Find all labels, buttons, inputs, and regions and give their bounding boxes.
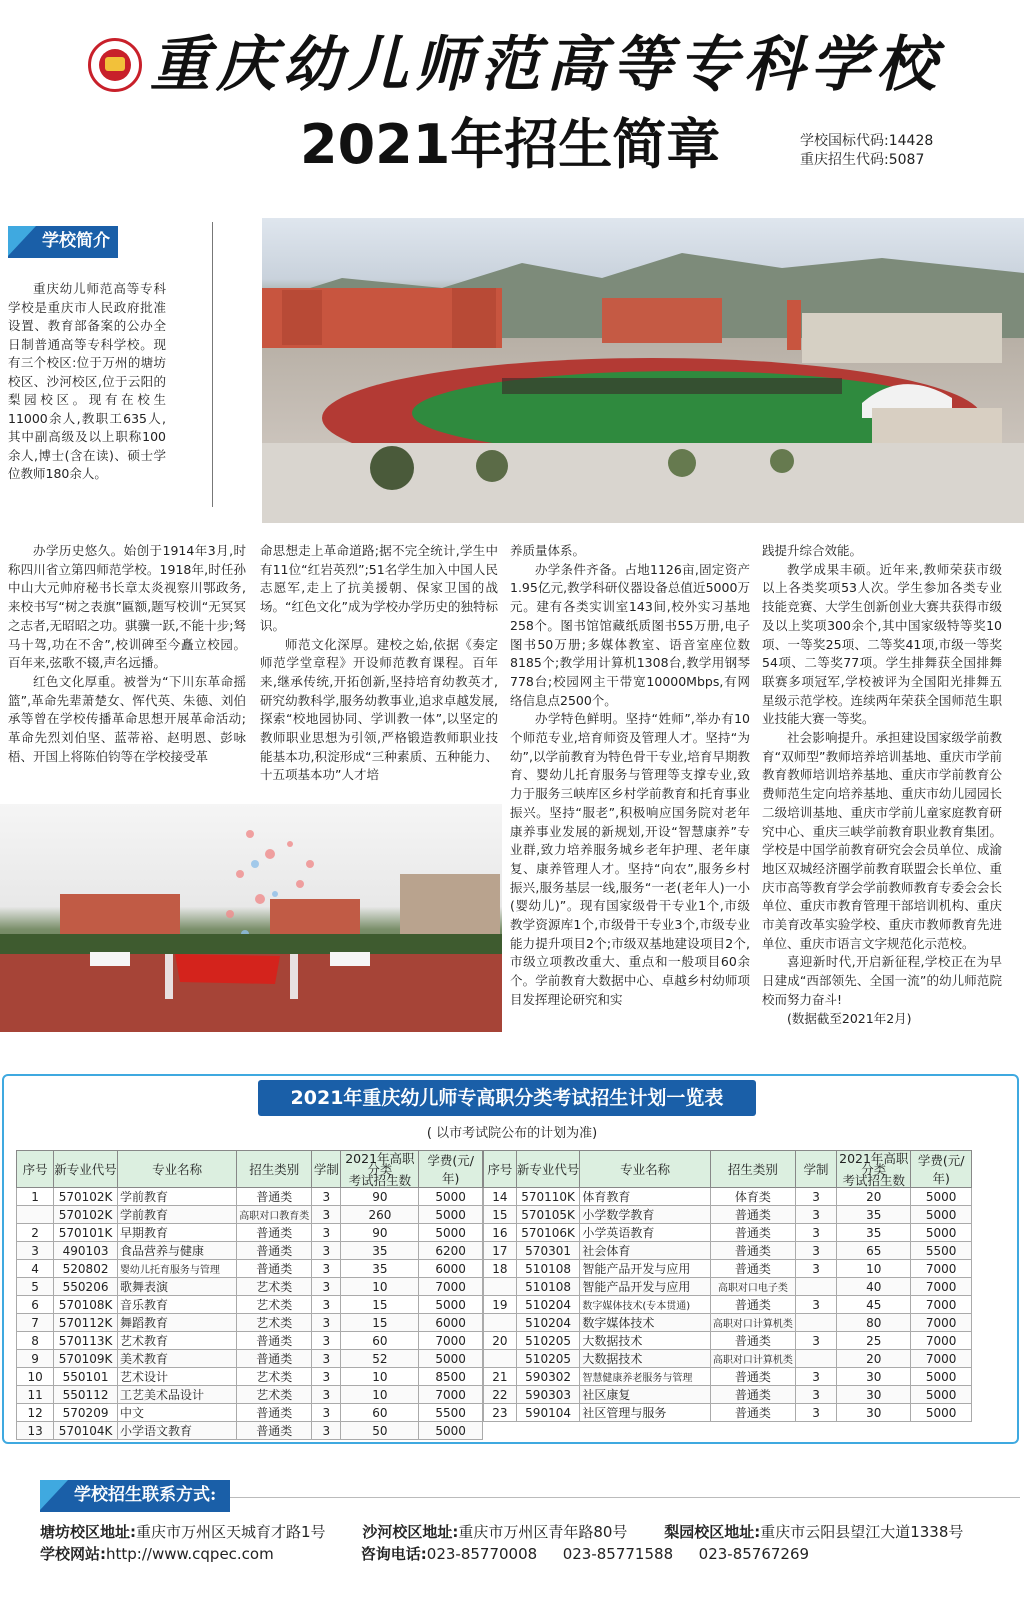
national-code: 学校国标代码:14428 [800, 133, 934, 149]
cell-years: 3 [312, 1224, 341, 1242]
cell-count: 260 [341, 1206, 419, 1224]
cell-count: 15 [341, 1296, 419, 1314]
table-row [17, 1260, 483, 1278]
cell-major: 早期教育 [117, 1224, 236, 1242]
table-row [17, 1422, 483, 1440]
cell-fee: 5000 [911, 1404, 972, 1422]
cell-code: 570106K [516, 1224, 580, 1242]
cell-fee: 8500 [419, 1368, 483, 1386]
cell-major: 音乐教育 [117, 1296, 236, 1314]
table-row [484, 1386, 972, 1404]
header-count: 2021年高职分类 考试招生数 [837, 1151, 911, 1188]
phone-label: 咨询电话: [360, 1545, 427, 1563]
cell-category: 普通类 [237, 1188, 312, 1206]
cell-code: 570101K [54, 1224, 118, 1242]
cell-code: 570112K [54, 1314, 118, 1332]
liyuan-address: 重庆市云阳县望江大道1338号 [760, 1523, 964, 1541]
cell-count: 30 [837, 1386, 911, 1404]
cell-code: 590104 [516, 1404, 580, 1422]
paragraph-achievements: 教学成果丰硕。近年来,教师荣获市级以上各类奖项53人次。学生参加各类专业技能竞赛、大学生创新创业大赛共获得市级及以上奖项300余个,其中国家级特等奖10项、一等奖25项、二等奖41项,市级一等奖54项、二等奖77项。学生排舞获全国排舞联赛多项冠军,学校被评为全国阳光排舞五星级示范学校。连续两年荣获全国师范生职业技能大赛一等奖。 [762, 561, 1002, 727]
cell-category: 艺术类 [237, 1386, 312, 1404]
cell-seq: 23 [484, 1404, 517, 1422]
cell-seq: 2 [17, 1224, 54, 1242]
plan-table-title: 2021年重庆幼儿师专高职分类考试招生计划一览表 [258, 1080, 756, 1116]
cell-fee: 5000 [419, 1188, 483, 1206]
phone-1[interactable]: 023-85770008 [426, 1545, 538, 1563]
cell-category: 艺术类 [237, 1368, 312, 1386]
cell-code: 570113K [54, 1332, 118, 1350]
paragraph-history: 办学历史悠久。始创于1914年3月,时称四川省立第四师范学校。1918年,时任孙中山大元帅府秘书长章太炎视察川鄂政务,来校书写“树之表旗”匾额,题写校训“无冥冥之志者,无昭昭之功。骐骥一跃,不能十步;驽马十驾,功在不舍”,校训碑至今矗立校园。百年来,弦歌不辍,声名远播。 [8, 543, 246, 671]
cell-fee: 7000 [911, 1278, 972, 1296]
table-row [17, 1386, 483, 1404]
cell-category: 普通类 [237, 1242, 312, 1260]
cell-count: 25 [837, 1332, 911, 1350]
cell-code: 570109K [54, 1350, 118, 1368]
cell-category: 高职对口电子类 [710, 1278, 795, 1296]
cell-count: 60 [341, 1404, 419, 1422]
cell-major: 小学英语教育 [580, 1224, 711, 1242]
table-row [484, 1332, 972, 1350]
cell-category: 普通类 [237, 1404, 312, 1422]
cell-major: 学前教育 [117, 1188, 236, 1206]
cell-major: 社会体育 [580, 1242, 711, 1260]
cell-code: 570301 [516, 1242, 580, 1260]
cell-code: 510108 [516, 1278, 580, 1296]
body-column-2 [260, 542, 498, 785]
cell-category: 普通类 [710, 1296, 795, 1314]
cell-seq: 20 [484, 1332, 517, 1350]
header-fee: 学费(元/年) [911, 1151, 972, 1188]
cell-years: 3 [312, 1242, 341, 1260]
cell-count: 15 [341, 1314, 419, 1332]
cell-count: 52 [341, 1350, 419, 1368]
paragraph-red-culture: 红色文化厚重。被誉为“下川东革命摇篮”,革命先辈萧楚女、恽代英、朱德、刘伯承等曾在学校传播革命思想开展革命活动;革命先烈刘伯坚、蓝蒂裕、赵明恩、彭咏梧、开国上将陈伯钧等在学校接受革 [8, 673, 246, 764]
cell-count: 10 [341, 1278, 419, 1296]
paragraph-continuation: 命思想走上革命道路;据不完全统计,学生中有11位“红岩英烈”;51名学生加入中国人民志愿军,走上了抗美援朝、保家卫国的战场。“红色文化”成为学校办学历史的独特标识。 [260, 543, 498, 633]
header-years: 学制 [312, 1151, 341, 1188]
header-code: 新专业代号 [516, 1151, 580, 1188]
plan-table-right [483, 1150, 972, 1422]
cell-years: 3 [312, 1332, 341, 1350]
cell-seq: 5 [17, 1278, 54, 1296]
cell-years: 3 [312, 1368, 341, 1386]
cell-seq: 17 [484, 1242, 517, 1260]
header-years: 学制 [795, 1151, 836, 1188]
cell-category: 普通类 [237, 1422, 312, 1440]
cell-fee: 5000 [911, 1224, 972, 1242]
cell-years: 3 [795, 1332, 836, 1350]
header-category: 招生类别 [710, 1151, 795, 1188]
intro-tab-underline [8, 256, 118, 258]
body-column-4 [762, 542, 1002, 1028]
cell-count: 10 [837, 1260, 911, 1278]
cell-fee: 6200 [419, 1242, 483, 1260]
cell-seq: 21 [484, 1368, 517, 1386]
table-row [17, 1206, 483, 1224]
cell-category: 高职对口计算机类 [710, 1314, 795, 1332]
cell-seq: 22 [484, 1386, 517, 1404]
cell-seq: 4 [17, 1260, 54, 1278]
cell-seq: 11 [17, 1386, 54, 1404]
contact-info [40, 1521, 1020, 1565]
cell-code: 570110K [516, 1188, 580, 1206]
contact-section-tab: 学校招生联系方式: [40, 1480, 230, 1510]
cell-years [795, 1350, 836, 1368]
table-row [484, 1260, 972, 1278]
cell-major: 社区管理与服务 [580, 1404, 711, 1422]
table-row [484, 1296, 972, 1314]
cell-years: 3 [795, 1404, 836, 1422]
cell-fee: 5000 [419, 1296, 483, 1314]
cell-years: 3 [795, 1188, 836, 1206]
chongqing-code: 重庆招生代码:5087 [800, 152, 925, 168]
cell-fee: 5000 [419, 1350, 483, 1368]
cell-major: 智慧健康养老服务与管理 [580, 1368, 711, 1386]
cell-major: 艺术设计 [117, 1368, 236, 1386]
cell-code: 570102K [54, 1188, 118, 1206]
cell-count: 50 [341, 1422, 419, 1440]
cell-count: 10 [341, 1386, 419, 1404]
cell-major: 婴幼儿托育服务与管理 [117, 1260, 236, 1278]
cell-category: 艺术类 [237, 1278, 312, 1296]
contact-tab-underline [40, 1510, 230, 1512]
header-major: 专业名称 [117, 1151, 236, 1188]
cell-major: 小学语文教育 [117, 1422, 236, 1440]
campus-aerial-photo [262, 218, 1024, 523]
plan-table-left [16, 1150, 483, 1440]
cell-fee: 5500 [911, 1242, 972, 1260]
cell-years: 3 [795, 1296, 836, 1314]
cell-code: 520802 [54, 1260, 118, 1278]
cell-category: 艺术类 [237, 1296, 312, 1314]
cell-fee: 6000 [419, 1314, 483, 1332]
cell-seq: 3 [17, 1242, 54, 1260]
paragraph-teacher-culture: 师范文化深厚。建校之始,依据《奏定师范学堂章程》开设师范教育课程。百年来,继承传统,开拓创新,坚持培育幼教英才,研究幼教科学,服务幼教事业,追求卓越发展,探索“校地园协同、学训教一体”,以坚定的教师职业思想为引领,严格锻造教师职业技能基本功,积淀形成“三种素质、五种能力、十五项基本功”人才培 [260, 636, 498, 783]
cell-category: 普通类 [710, 1404, 795, 1422]
cell-code: 510204 [516, 1314, 580, 1332]
cell-seq: 10 [17, 1368, 54, 1386]
cell-years [795, 1314, 836, 1332]
cell-count: 90 [341, 1224, 419, 1242]
body-column-1 [8, 542, 246, 766]
cell-seq: 19 [484, 1296, 517, 1314]
plan-table-subtitle: ( 以市考试院公布的计划为准) [426, 1126, 598, 1141]
cell-major: 智能产品开发与应用 [580, 1278, 711, 1296]
cell-count: 30 [837, 1368, 911, 1386]
cell-count: 20 [837, 1188, 911, 1206]
cell-fee: 5000 [419, 1224, 483, 1242]
cell-years: 3 [795, 1206, 836, 1224]
cell-count: 90 [341, 1188, 419, 1206]
cell-fee: 7000 [911, 1260, 972, 1278]
cell-code: 570102K [54, 1206, 118, 1224]
cell-fee: 5000 [911, 1368, 972, 1386]
header-major: 专业名称 [580, 1151, 711, 1188]
cell-years [795, 1278, 836, 1296]
cell-major: 艺术教育 [117, 1332, 236, 1350]
table-row [17, 1278, 483, 1296]
cell-fee: 7000 [419, 1332, 483, 1350]
table-row [484, 1242, 972, 1260]
cell-seq: 16 [484, 1224, 517, 1242]
cell-fee: 7000 [911, 1350, 972, 1368]
cell-years: 3 [795, 1260, 836, 1278]
page-title: 2021年招生简章 [300, 113, 721, 176]
cell-code: 570105K [516, 1206, 580, 1224]
cell-seq: 18 [484, 1260, 517, 1278]
table-row [17, 1242, 483, 1260]
table-row [484, 1278, 972, 1296]
cell-fee: 7000 [911, 1332, 972, 1350]
cell-major: 小学数学教育 [580, 1206, 711, 1224]
cell-count: 35 [837, 1206, 911, 1224]
cell-fee: 5000 [911, 1206, 972, 1224]
cell-count: 80 [837, 1314, 911, 1332]
cell-count: 35 [341, 1242, 419, 1260]
cell-count: 20 [837, 1350, 911, 1368]
cell-code: 570108K [54, 1296, 118, 1314]
cell-category: 普通类 [710, 1242, 795, 1260]
cell-years: 3 [312, 1404, 341, 1422]
tangfang-address: 重庆市万州区天城育才路1号 [136, 1523, 326, 1541]
paragraph-closing: 喜迎新时代,开启新征程,学校正在为早日建成“西部领先、全国一流”的幼儿师范院校而努力奋斗! [762, 954, 1002, 1007]
cell-category: 普通类 [237, 1260, 312, 1278]
table-row [484, 1188, 972, 1206]
table-row [17, 1404, 483, 1422]
cell-fee: 5000 [911, 1188, 972, 1206]
cell-count: 45 [837, 1296, 911, 1314]
shahe-address: 重庆市万州区青年路80号 [458, 1523, 628, 1541]
cell-major: 舞蹈教育 [117, 1314, 236, 1332]
cell-fee: 7000 [911, 1314, 972, 1332]
cell-major: 中文 [117, 1404, 236, 1422]
cell-years: 3 [795, 1224, 836, 1242]
cell-fee: 5500 [419, 1404, 483, 1422]
cell-category: 普通类 [237, 1350, 312, 1368]
header-category: 招生类别 [237, 1151, 312, 1188]
cell-seq [17, 1206, 54, 1224]
cell-seq: 12 [17, 1404, 54, 1422]
website-link[interactable]: http://www.cqpec.com [106, 1545, 274, 1563]
table-row [484, 1314, 972, 1332]
cell-count: 35 [837, 1224, 911, 1242]
cell-seq: 15 [484, 1206, 517, 1224]
ceremony-photo [0, 804, 502, 1032]
table-row [484, 1350, 972, 1368]
header-code: 新专业代号 [54, 1151, 118, 1188]
intro-text: 重庆幼儿师范高等专科学校是重庆市人民政府批准设置、教育部备案的公办全日制普通高等专科学校。现有三个校区:位于万州的塘坊校区、沙河校区,位于云阳的梨园校区。现有在校生11000余人,教职工635人,其中副高级及以上职称100余人,博士(含在读)、硕士学位教师180余人。 [8, 281, 166, 481]
cell-fee: 6000 [419, 1260, 483, 1278]
cell-fee: 5000 [911, 1386, 972, 1404]
cell-category: 普通类 [710, 1368, 795, 1386]
school-name: 重庆幼儿师范高等专科学校 [150, 30, 942, 100]
cell-years: 3 [312, 1422, 341, 1440]
cell-years: 3 [312, 1386, 341, 1404]
cell-category: 艺术类 [237, 1314, 312, 1332]
cell-category: 普通类 [710, 1386, 795, 1404]
cell-count: 65 [837, 1242, 911, 1260]
cell-code: 550206 [54, 1278, 118, 1296]
cell-years: 3 [795, 1386, 836, 1404]
cell-seq: 13 [17, 1422, 54, 1440]
cell-code: 550101 [54, 1368, 118, 1386]
table-row [17, 1332, 483, 1350]
cell-seq: 14 [484, 1188, 517, 1206]
cell-seq: 8 [17, 1332, 54, 1350]
cell-major: 学前教育 [117, 1206, 236, 1224]
table-row [17, 1368, 483, 1386]
header-seq: 序号 [17, 1151, 54, 1188]
cell-code: 590303 [516, 1386, 580, 1404]
cell-fee: 7000 [419, 1278, 483, 1296]
divider [212, 222, 213, 507]
tangfang-label: 塘坊校区地址: [40, 1523, 136, 1541]
table-row [17, 1314, 483, 1332]
cell-years: 3 [312, 1296, 341, 1314]
cell-major: 数字媒体技术 [580, 1314, 711, 1332]
cell-category: 高职对口教育类 [237, 1206, 312, 1224]
cell-count: 30 [837, 1404, 911, 1422]
phone-3[interactable]: 023-85767269 [698, 1545, 810, 1563]
cell-seq [484, 1278, 517, 1296]
cell-years: 3 [795, 1368, 836, 1386]
shahe-label: 沙河校区地址: [362, 1523, 459, 1541]
phone-2[interactable]: 023-85771588 [562, 1545, 674, 1563]
cell-code: 510205 [516, 1350, 580, 1368]
paragraph-conditions: 办学条件齐备。占地1126亩,固定资产1.95亿元,教学科研仪器设备总值近5000万元。建有各类实训室143间,校外实习基地258个。图书馆馆藏纸质图书55万册,电子图书50万册;多媒体教室、语音室座位数8185个;教学用计算机1308台,教学用钢琴778台;校园网主干带宽10000Mbps,有网络信息点2500个。 [510, 561, 750, 708]
cell-major: 体育教育 [580, 1188, 711, 1206]
cell-fee: 5000 [419, 1206, 483, 1224]
cell-code: 590302 [516, 1368, 580, 1386]
cell-code: 490103 [54, 1242, 118, 1260]
table-row [17, 1350, 483, 1368]
cell-category: 普通类 [710, 1206, 795, 1224]
school-logo [88, 38, 142, 92]
cell-category: 高职对口计算机类 [710, 1350, 795, 1368]
cell-fee: 7000 [911, 1296, 972, 1314]
header-count: 2021年高职分类 考试招生数 [341, 1151, 419, 1188]
cell-code: 510108 [516, 1260, 580, 1278]
paragraph-features: 办学特色鲜明。坚持“姓师”,举办有10个师范专业,培育师资及管理人才。坚持“为幼”,以学前教育为特色骨干专业,培育早期教育、婴幼儿托育服务与管理等支撑专业,致力于服务三峡库区乡村学前教育和托育事业振兴。坚持“服老”,积极响应国务院对老年康养事业发展的新规划,开设“智慧康养”专业群,致力培养服务城乡老年护理、老年康复、康养管理人才。坚持“向农”,服务乡村振兴,服务基层一线,服务“一老(老年人)一小(婴幼儿)”。现有国家级骨干专业1个,市级教学资源库1个,市级骨干专业3个,市级专业能力提升项目2个;市级双基地建设项目2个,市级立项教改重大、重点和一般项目60余个。学前教育大数据中心、卓越乡村幼师项目发挥理论研究和实 [510, 711, 750, 1007]
table-row [484, 1206, 972, 1224]
cell-count: 35 [341, 1260, 419, 1278]
cell-code: 570209 [54, 1404, 118, 1422]
liyuan-label: 梨园校区地址: [664, 1523, 761, 1541]
cell-major: 歌舞表演 [117, 1278, 236, 1296]
cell-seq: 7 [17, 1314, 54, 1332]
website-label: 学校网站: [40, 1545, 106, 1563]
cell-seq [484, 1350, 517, 1368]
table-row [484, 1224, 972, 1242]
data-date-note: (数据截至2021年2月) [787, 1010, 912, 1026]
paragraph-influence: 社会影响提升。承担建设国家级学前教育“双师型”教师培养培训基地、重庆市学前教育教师培训培养基地、重庆市学前教育公费师范生定向培养基地、重庆市幼儿园园长二级培训基地、重庆市学前儿童家庭教育研究中心、重庆三峡学前教育职业教育集团。学校是中国学前教育研究会会员单位、成渝地区双城经济圈学前教育联盟会长单位、重庆市高等教育学会学前教师教育专委会会长单位、重庆市教育管理干部培训机构、重庆市美育改革实验学校、重庆市教师教育先进单位、重庆市语言文字规范化示范校。 [762, 730, 1002, 951]
header-seq: 序号 [484, 1151, 517, 1188]
cell-major: 食品营养与健康 [117, 1242, 236, 1260]
intro-section-tab: 学校简介 [8, 226, 118, 256]
table-row [484, 1368, 972, 1386]
cell-category: 体育类 [710, 1188, 795, 1206]
cell-category: 普通类 [237, 1224, 312, 1242]
divider [230, 1497, 1020, 1498]
cell-major: 数字媒体技术(专本贯通) [580, 1296, 711, 1314]
cell-major: 美术教育 [117, 1350, 236, 1368]
cell-years: 3 [312, 1278, 341, 1296]
cell-seq: 6 [17, 1296, 54, 1314]
table-row [17, 1224, 483, 1242]
cell-code: 550112 [54, 1386, 118, 1404]
cell-code: 510205 [516, 1332, 580, 1350]
cell-major: 工艺美术品设计 [117, 1386, 236, 1404]
cell-fee: 5000 [419, 1422, 483, 1440]
cell-years: 3 [312, 1260, 341, 1278]
cell-years: 3 [795, 1242, 836, 1260]
table-row [17, 1296, 483, 1314]
cell-category: 普通类 [237, 1332, 312, 1350]
cell-count: 40 [837, 1278, 911, 1296]
cell-years: 3 [312, 1206, 341, 1224]
cell-major: 智能产品开发与应用 [580, 1260, 711, 1278]
cell-major: 社区康复 [580, 1386, 711, 1404]
cell-major: 大数据技术 [580, 1350, 711, 1368]
cell-years: 3 [312, 1350, 341, 1368]
cell-seq [484, 1314, 517, 1332]
cell-code: 570104K [54, 1422, 118, 1440]
table-row [484, 1404, 972, 1422]
header-fee: 学费(元/年) [419, 1151, 483, 1188]
cell-fee: 7000 [419, 1386, 483, 1404]
cell-count: 60 [341, 1332, 419, 1350]
cell-years: 3 [312, 1188, 341, 1206]
cell-code: 510204 [516, 1296, 580, 1314]
cell-category: 普通类 [710, 1224, 795, 1242]
cell-seq: 9 [17, 1350, 54, 1368]
cell-category: 普通类 [710, 1332, 795, 1350]
cell-years: 3 [312, 1314, 341, 1332]
body-column-3 [510, 542, 750, 1010]
cell-count: 10 [341, 1368, 419, 1386]
cell-category: 普通类 [710, 1260, 795, 1278]
cell-major: 大数据技术 [580, 1332, 711, 1350]
paragraph-continuation: 养质量体系。 [510, 543, 586, 558]
cell-seq: 1 [17, 1188, 54, 1206]
school-codes [800, 132, 933, 170]
table-row [17, 1188, 483, 1206]
paragraph-continuation: 践提升综合效能。 [762, 543, 863, 558]
